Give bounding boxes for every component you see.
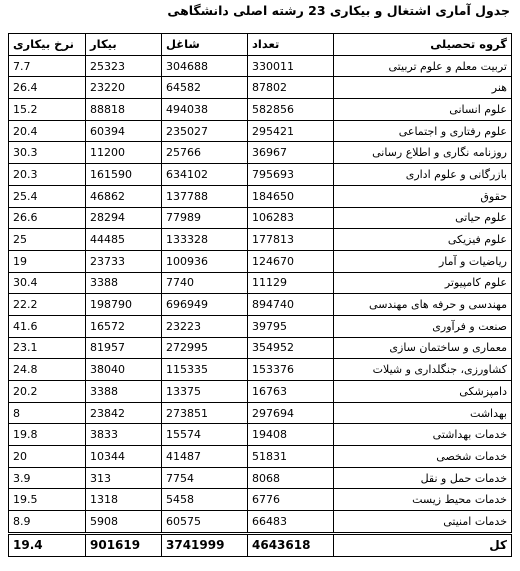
cell-group: خدمات شخصی xyxy=(334,446,512,468)
table-row xyxy=(9,511,512,534)
cell-rate: 19.5 xyxy=(9,489,86,511)
total-employed: 3741999 xyxy=(162,533,248,556)
cell-group: بهداشت xyxy=(334,402,512,424)
cell-count: 177813 xyxy=(248,229,334,251)
cell-unemployed: 3388 xyxy=(86,272,162,294)
cell-employed: 64582 xyxy=(162,77,248,99)
cell-employed: 41487 xyxy=(162,446,248,468)
cell-rate: 26.4 xyxy=(9,77,86,99)
cell-rate: 19 xyxy=(9,250,86,272)
cell-rate: 23.1 xyxy=(9,337,86,359)
header-count: تعداد xyxy=(248,34,334,56)
cell-unemployed: 161590 xyxy=(86,164,162,186)
cell-group: بازرگانی و علوم اداری xyxy=(334,164,512,186)
cell-employed: 133328 xyxy=(162,229,248,251)
cell-unemployed: 3388 xyxy=(86,381,162,403)
table-row xyxy=(9,446,512,468)
cell-rate: 20 xyxy=(9,446,86,468)
cell-employed: 100936 xyxy=(162,250,248,272)
cell-employed: 7754 xyxy=(162,467,248,489)
cell-unemployed: 81957 xyxy=(86,337,162,359)
cell-rate: 8 xyxy=(9,402,86,424)
table-row xyxy=(9,359,512,381)
cell-employed: 77989 xyxy=(162,207,248,229)
cell-group: حقوق xyxy=(334,185,512,207)
table-row xyxy=(9,164,512,186)
table-row xyxy=(9,424,512,446)
cell-count: 51831 xyxy=(248,446,334,468)
cell-rate: 20.3 xyxy=(9,164,86,186)
table-row xyxy=(9,99,512,121)
cell-employed: 7740 xyxy=(162,272,248,294)
cell-unemployed: 44485 xyxy=(86,229,162,251)
cell-unemployed: 46862 xyxy=(86,185,162,207)
cell-count: 36967 xyxy=(248,142,334,164)
cell-rate: 25 xyxy=(9,229,86,251)
cell-group: علوم فیزیکی xyxy=(334,229,512,251)
cell-count: 795693 xyxy=(248,164,334,186)
cell-unemployed: 60394 xyxy=(86,120,162,142)
cell-group: تربیت معلم و علوم تربیتی xyxy=(334,55,512,77)
cell-employed: 5458 xyxy=(162,489,248,511)
cell-count: 106283 xyxy=(248,207,334,229)
cell-group: مهندسی و حرفه های مهندسی xyxy=(334,294,512,316)
cell-group: خدمات حمل و نقل xyxy=(334,467,512,489)
cell-unemployed: 88818 xyxy=(86,99,162,121)
cell-rate: 26.6 xyxy=(9,207,86,229)
cell-rate: 30.4 xyxy=(9,272,86,294)
cell-rate: 19.8 xyxy=(9,424,86,446)
cell-unemployed: 28294 xyxy=(86,207,162,229)
table-row xyxy=(9,489,512,511)
cell-count: 39795 xyxy=(248,315,334,337)
cell-count: 153376 xyxy=(248,359,334,381)
cell-count: 582856 xyxy=(248,99,334,121)
total-unemployed: 901619 xyxy=(86,533,162,556)
cell-employed: 25766 xyxy=(162,142,248,164)
table-row xyxy=(9,229,512,251)
cell-group: معماری و ساختمان سازی xyxy=(334,337,512,359)
cell-group: ریاضیات و آمار xyxy=(334,250,512,272)
table-row xyxy=(9,315,512,337)
cell-unemployed: 3833 xyxy=(86,424,162,446)
table-row xyxy=(9,337,512,359)
cell-count: 16763 xyxy=(248,381,334,403)
cell-count: 11129 xyxy=(248,272,334,294)
cell-employed: 115335 xyxy=(162,359,248,381)
cell-group: علوم حیاتی xyxy=(334,207,512,229)
cell-rate: 24.8 xyxy=(9,359,86,381)
cell-count: 894740 xyxy=(248,294,334,316)
cell-employed: 272995 xyxy=(162,337,248,359)
cell-employed: 696949 xyxy=(162,294,248,316)
cell-rate: 41.6 xyxy=(9,315,86,337)
cell-group: خدمات محیط زیست xyxy=(334,489,512,511)
cell-employed: 23223 xyxy=(162,315,248,337)
total-rate: 19.4 xyxy=(9,533,86,556)
table-row xyxy=(9,142,512,164)
header-employed: شاغل xyxy=(162,34,248,56)
cell-count: 6776 xyxy=(248,489,334,511)
cell-unemployed: 10344 xyxy=(86,446,162,468)
total-count: 4643618 xyxy=(248,533,334,556)
cell-unemployed: 23220 xyxy=(86,77,162,99)
table-row xyxy=(9,250,512,272)
cell-employed: 273851 xyxy=(162,402,248,424)
cell-rate: 20.4 xyxy=(9,120,86,142)
cell-employed: 15574 xyxy=(162,424,248,446)
cell-group: هنر xyxy=(334,77,512,99)
total-label: کل xyxy=(334,533,512,556)
cell-unemployed: 313 xyxy=(86,467,162,489)
cell-rate: 8.9 xyxy=(9,511,86,534)
header-group: گروه تحصیلی xyxy=(334,34,512,56)
cell-count: 297694 xyxy=(248,402,334,424)
cell-rate: 20.2 xyxy=(9,381,86,403)
cell-unemployed: 5908 xyxy=(86,511,162,534)
table-body xyxy=(9,55,512,533)
cell-employed: 235027 xyxy=(162,120,248,142)
cell-rate: 30.3 xyxy=(9,142,86,164)
header-rate: نرخ بیکاری xyxy=(9,34,86,56)
table-row xyxy=(9,381,512,403)
table-row xyxy=(9,402,512,424)
employment-table xyxy=(8,33,512,557)
cell-rate: 15.2 xyxy=(9,99,86,121)
cell-employed: 60575 xyxy=(162,511,248,534)
cell-group: علوم انسانی xyxy=(334,99,512,121)
cell-employed: 13375 xyxy=(162,381,248,403)
table-row xyxy=(9,467,512,489)
cell-rate: 22.2 xyxy=(9,294,86,316)
cell-count: 295421 xyxy=(248,120,334,142)
cell-unemployed: 1318 xyxy=(86,489,162,511)
cell-count: 87802 xyxy=(248,77,334,99)
cell-unemployed: 25323 xyxy=(86,55,162,77)
cell-unemployed: 11200 xyxy=(86,142,162,164)
table-title: جدول آماری اشتغال و بیکاری 23 رشته اصلی دانشگاهی xyxy=(167,3,510,18)
cell-unemployed: 16572 xyxy=(86,315,162,337)
cell-rate: 25.4 xyxy=(9,185,86,207)
cell-unemployed: 198790 xyxy=(86,294,162,316)
cell-count: 124670 xyxy=(248,250,334,272)
total-row xyxy=(9,533,512,556)
cell-count: 8068 xyxy=(248,467,334,489)
cell-employed: 494038 xyxy=(162,99,248,121)
cell-count: 354952 xyxy=(248,337,334,359)
cell-group: علوم کامپیوتر xyxy=(334,272,512,294)
table-row xyxy=(9,207,512,229)
cell-unemployed: 23733 xyxy=(86,250,162,272)
cell-rate: 3.9 xyxy=(9,467,86,489)
table-row xyxy=(9,294,512,316)
cell-rate: 7.7 xyxy=(9,55,86,77)
cell-count: 19408 xyxy=(248,424,334,446)
cell-employed: 634102 xyxy=(162,164,248,186)
cell-group: دامپزشکی xyxy=(334,381,512,403)
header-row xyxy=(9,34,512,56)
cell-count: 184650 xyxy=(248,185,334,207)
cell-unemployed: 38040 xyxy=(86,359,162,381)
cell-employed: 304688 xyxy=(162,55,248,77)
cell-count: 66483 xyxy=(248,511,334,534)
cell-group: کشاورزی، جنگلداری و شیلات xyxy=(334,359,512,381)
table-row xyxy=(9,120,512,142)
table-row xyxy=(9,185,512,207)
cell-group: علوم رفتاری و اجتماعی xyxy=(334,120,512,142)
cell-group: خدمات بهداشتی xyxy=(334,424,512,446)
table-row xyxy=(9,272,512,294)
cell-unemployed: 23842 xyxy=(86,402,162,424)
header-unemployed: بیکار xyxy=(86,34,162,56)
cell-count: 330011 xyxy=(248,55,334,77)
table-row xyxy=(9,77,512,99)
cell-employed: 137788 xyxy=(162,185,248,207)
cell-group: صنعت و فرآوری xyxy=(334,315,512,337)
table-row xyxy=(9,55,512,77)
cell-group: روزنامه نگاری و اطلاع رسانی xyxy=(334,142,512,164)
cell-group: خدمات امنیتی xyxy=(334,511,512,534)
